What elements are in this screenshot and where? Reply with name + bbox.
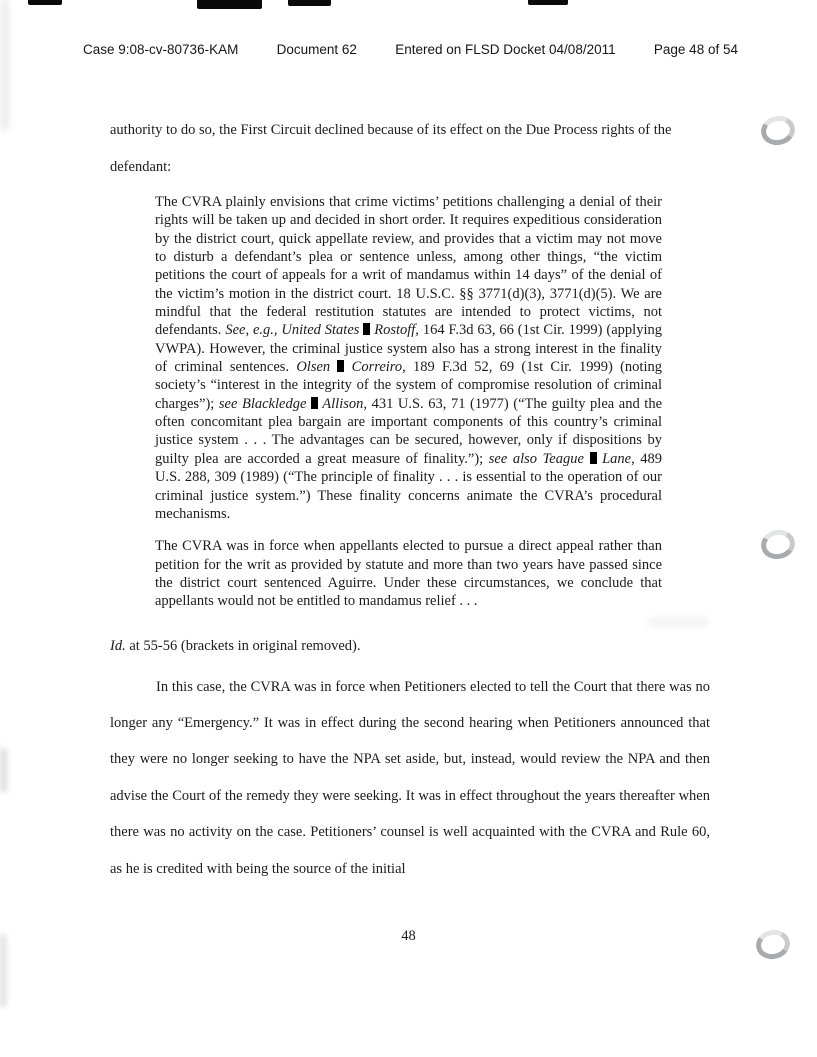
docket-stamp bbox=[83, 42, 738, 57]
opinion-blockquote-2: The CVRA was in force when appellants elected to pursue a direct appeal rather than petition for the writ as provided by statute and more than two years have passed since the district court sentenced Aguirre. Under these circumstances, we conclude that appellants would not be entitled to mandamus relief . . . bbox=[155, 538, 662, 610]
stamp-page-indicator: Page 48 of 54 bbox=[653, 42, 738, 57]
edge-smudge bbox=[0, 0, 9, 130]
page-number: 48 bbox=[401, 928, 416, 944]
redaction-mark bbox=[311, 397, 318, 409]
document-body bbox=[110, 112, 710, 887]
intro-line-1: authority to do so, the First Circuit declined because of its effect on the Due Process rights of the bbox=[110, 122, 672, 138]
closing-paragraph: In this case, the CVRA was in force when Petitioners elected to tell the Court that there was no longer any “Emergency.” It was in effect during the second hearing when Petitioners announced that they were no longer seeking to have the NPA set aside, but, instead, would review the NPA and then advise the Court of the remedy they were seeking. It was in effect throughout the years thereafter when there was no activity on the case. Petitioners’ counsel is well acquainted with the CVRA and Rule 60, as he is credited with being the source of the initial bbox=[110, 678, 710, 877]
stamp-case-number: Case 9:08-cv-80736-KAM bbox=[83, 42, 239, 57]
stamp-docket-entry: Entered on FLSD Docket 04/08/2011 bbox=[395, 42, 616, 57]
scan-mark bbox=[197, 0, 262, 9]
intro-line-2: defendant: bbox=[110, 159, 172, 175]
opinion-blockquote-1: The CVRA plainly envisions that crime victims’ petitions challenging a denial of their rights will be taken up and decided in short order. It requires expeditious consideration by the district court, quick appellate review, and provides that a victim may not move to disturb a defendant’s plea or sentence unless, among other things, “the victim petitions the court of appeals for a writ of mandamus within 14 days” of the denial of the victim’s motion in the district court. 18 U.S.C. §§ 3771(d)(3), 3771(d)(5). We are mindful that the federal restitution statutes are intended to protect victims, not defendants. See, e.g., United States Rostoff, 164 F.3d 63, 66 (1st Cir. 1999) (applying VWPA). However, the criminal justice system also has a strong interest in the finality of criminal sentences. Olsen Correiro, 189 F.3d 52, 69 (1st Cir. 1999) (noting society’s “interest in the integrity of the system of compromise resolution of criminal charges”); see Blackledge Allison, 431 U.S. 63, 71 (1977) (“The guilty plea and the often concomitant plea bargain are important components of this country’s criminal justice system . . . The advantages can be secured, however, only if dispositions by guilty plea are accorded a great measure of finality.”); see also Teague Lane, 489 U.S. 288, 309 (1989) (“The principle of finality . . . is essential to the operation of our criminal justice system.”) These finality concerns animate the CVRA’s procedural mechanisms. bbox=[155, 194, 663, 522]
redaction-mark bbox=[590, 452, 597, 464]
scan-mark bbox=[288, 0, 331, 6]
intro-paragraph bbox=[110, 112, 710, 186]
edge-smudge bbox=[0, 748, 7, 792]
edge-smudge bbox=[0, 935, 6, 1007]
hole-punch-artifact bbox=[758, 113, 797, 148]
scan-mark bbox=[528, 0, 568, 5]
id-citation-line: Id. at 55-56 (brackets in original removed). bbox=[110, 637, 361, 654]
scan-mark bbox=[28, 0, 62, 5]
hole-punch-artifact bbox=[758, 527, 797, 562]
stamp-document-number: Document 62 bbox=[276, 42, 357, 57]
